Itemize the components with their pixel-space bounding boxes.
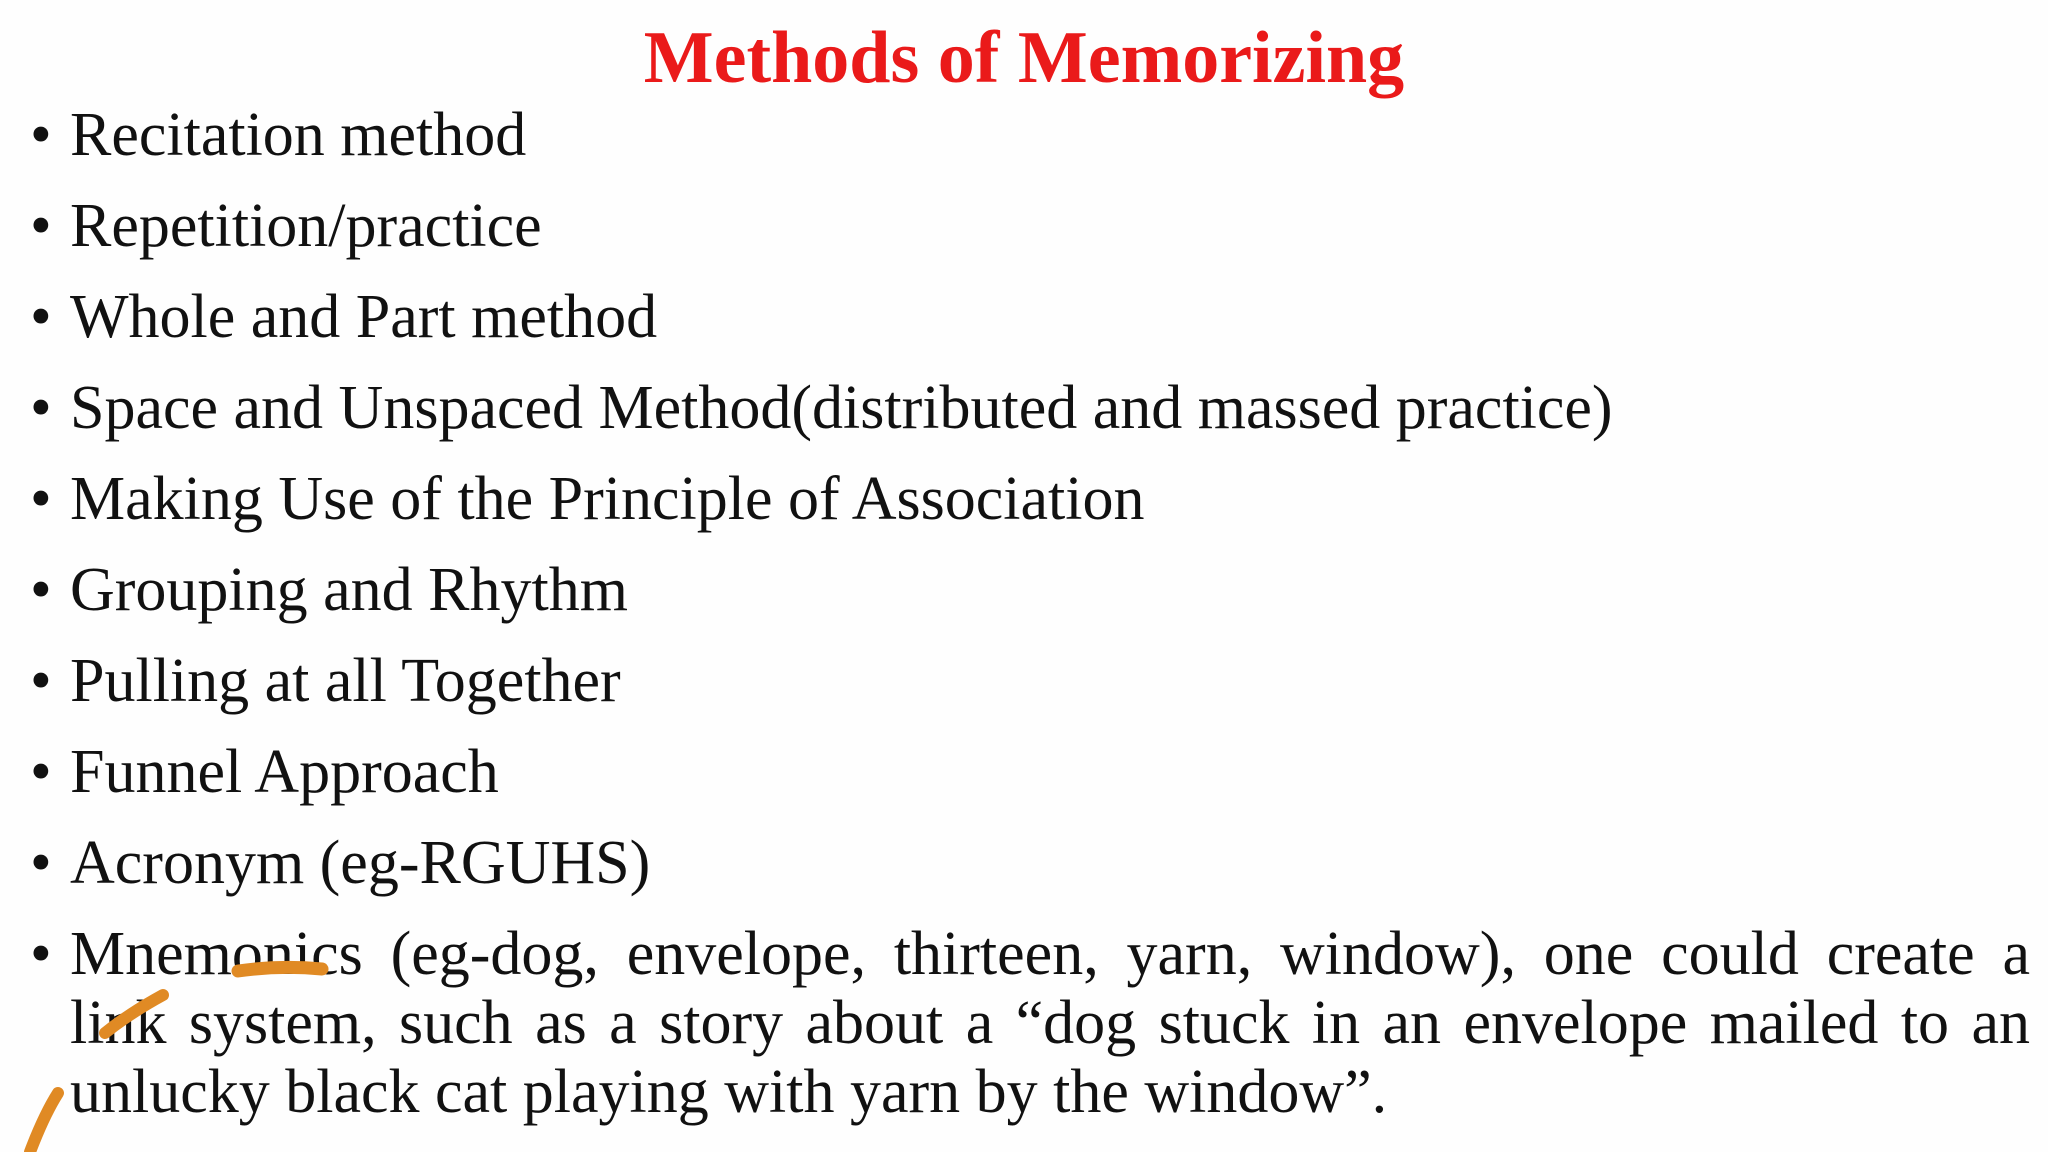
bullet-dot: •: [30, 283, 52, 351]
bullet-item-acronym: [30, 818, 2030, 909]
bullet-dot: •: [30, 556, 52, 624]
bullet-dot: •: [30, 738, 52, 806]
bullet-item-repetition: [30, 181, 2030, 272]
bullet-item-pulling-together: [30, 636, 2030, 727]
bullet-text: Grouping and Rhythm: [70, 556, 628, 624]
bullet-dot: •: [30, 920, 52, 988]
bullet-text: Funnel Approach: [70, 738, 499, 806]
bullet-item-funnel: [30, 727, 2030, 818]
bullet-text: Space and Unspaced Method(distributed and massed practice): [70, 374, 1613, 442]
bullet-dot: •: [30, 465, 52, 533]
bullet-dot: •: [30, 647, 52, 715]
bullet-text: Pulling at all Together: [70, 647, 621, 715]
bullet-dot: •: [30, 829, 52, 897]
bullet-text: Repetition/practice: [70, 192, 542, 260]
bullet-text: Whole and Part method: [70, 283, 658, 351]
bullet-dot: •: [30, 101, 52, 169]
bullet-text: Acronym (eg-RGUHS): [70, 829, 651, 897]
bullet-text: Mnemonics (eg-dog, envelope, thirteen, yarn, window), one could create a link system, such as a story about a “dog stuck in an envelope mailed to an unlucky black cat playing with yarn by the window”.: [70, 920, 2030, 1126]
bullet-item-mnemonics: [30, 920, 2030, 1127]
bullet-item-recitation: [30, 90, 2030, 181]
bullet-dot: •: [30, 192, 52, 260]
bullet-item-spaced: [30, 363, 2030, 454]
bullet-item-grouping: [30, 545, 2030, 636]
bullet-item-whole-part: [30, 272, 2030, 363]
slide-title: Methods of Memorizing: [643, 17, 1405, 99]
bullet-text: Making Use of the Principle of Association: [70, 465, 1145, 533]
bullet-dot: •: [30, 374, 52, 442]
bullet-list: [30, 90, 2030, 1127]
bullet-item-association: [30, 454, 2030, 545]
bullet-text: Recitation method: [70, 101, 527, 169]
